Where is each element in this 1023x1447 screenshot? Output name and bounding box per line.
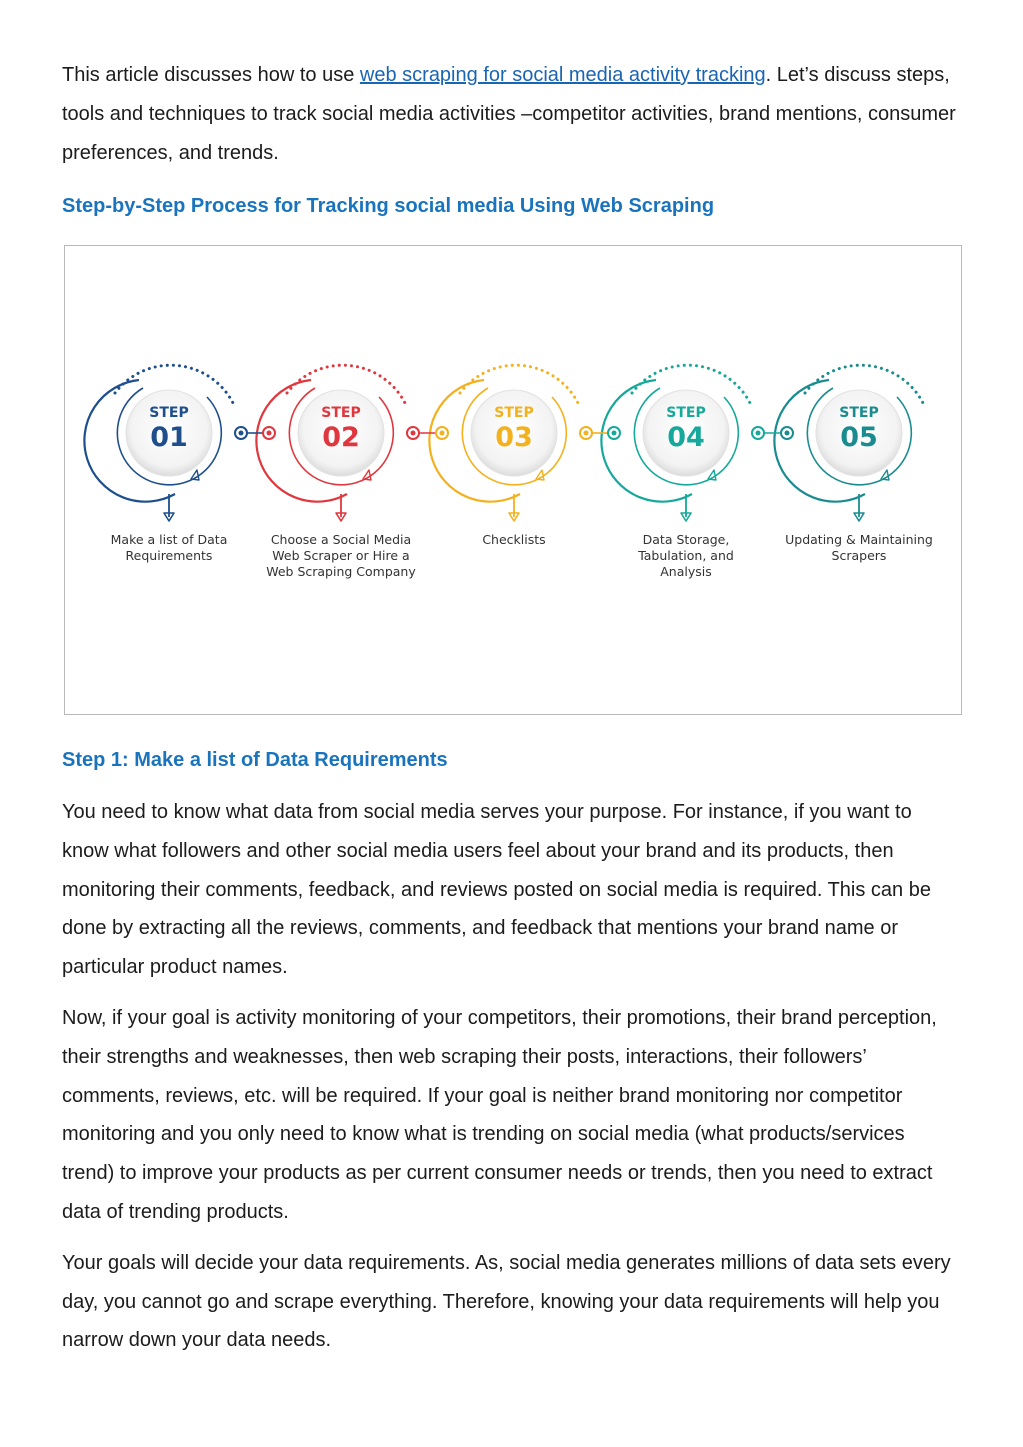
step-3-caption: Checklists — [482, 532, 546, 547]
step-3-right-node-dot — [584, 431, 589, 436]
step1-heading: Step 1: Make a list of Data Requirements — [62, 749, 448, 771]
step-3-number: 03 — [495, 422, 533, 453]
step-5-left-node-dot — [785, 431, 790, 436]
step-1-caption: Make a list of Data Requirements — [110, 532, 228, 563]
step-4-caption: Data Storage, Tabulation, and Analysis — [638, 532, 734, 579]
intro-text-after: . Let’s discuss steps, tools and techniques to track social media activities –competitor activities, brand mentions, consumer preferences, and trends. — [62, 64, 956, 164]
step1-paragraph-2: Now, if your goal is activity monitoring of your competitors, their promotions, their brand perception, their strengths and weaknesses, then web scraping their posts, interactions, their followers’ comments, reviews, etc. will be required. If your goal is neither brand monitoring nor competitor monitoring and you only need to know what is trending on social media (what products/services trend) to improve your products as per current consumer needs or trends, then you need to extract data of trending products. — [62, 1006, 937, 1223]
step-2-caption: Choose a Social Media Web Scraper or Hire a Web Scraping Company — [266, 532, 416, 579]
step-2-right-node-dot — [411, 431, 416, 436]
process-heading: Step-by-Step Process for Tracking social media Using Web Scraping — [62, 195, 715, 218]
step-2-label: STEP — [321, 405, 361, 421]
intro-text-before: This article discusses how to use — [62, 64, 360, 86]
step1-body — [62, 793, 962, 1372]
step1-paragraph-3: Your goals will decide your data requirements. As, social media generates millions of data sets every day, you cannot go and scrape everything. Therefore, knowing your data requirements will help you narrow down your data needs. — [62, 1251, 951, 1352]
web-scraping-link[interactable]: web scraping for social media activity tracking — [359, 64, 766, 86]
step-2-left-node-dot — [267, 431, 272, 436]
step-3-left-node-dot — [440, 431, 445, 436]
step-4-label: STEP — [666, 405, 706, 421]
step1-paragraph-1: You need to know what data from social media serves your purpose. For instance, if you want to know what followers and other social media users feel about your brand and its products, then monitoring their comments, feedback, and reviews posted on social media is required. This can be done by extracting all the reviews, comments, and feedback that mentions your brand name or particular product names. — [62, 801, 931, 979]
process-infographic — [64, 245, 962, 715]
steps-diagram — [65, 246, 961, 714]
step-1-label: STEP — [149, 405, 189, 421]
step-4-number: 04 — [667, 422, 705, 453]
intro-paragraph — [62, 56, 962, 172]
step-4-right-node-dot — [756, 431, 761, 436]
article-intro — [62, 56, 962, 218]
step-2-number: 02 — [322, 422, 360, 453]
step-5-caption: Updating & Maintaining Scrapers — [785, 532, 933, 563]
step-1-right-node-dot — [239, 431, 244, 436]
step-1-number: 01 — [150, 422, 188, 453]
step-5-number: 05 — [840, 422, 878, 453]
step-5-label: STEP — [839, 405, 879, 421]
step-3-label: STEP — [494, 405, 534, 421]
step-4-left-node-dot — [612, 431, 617, 436]
